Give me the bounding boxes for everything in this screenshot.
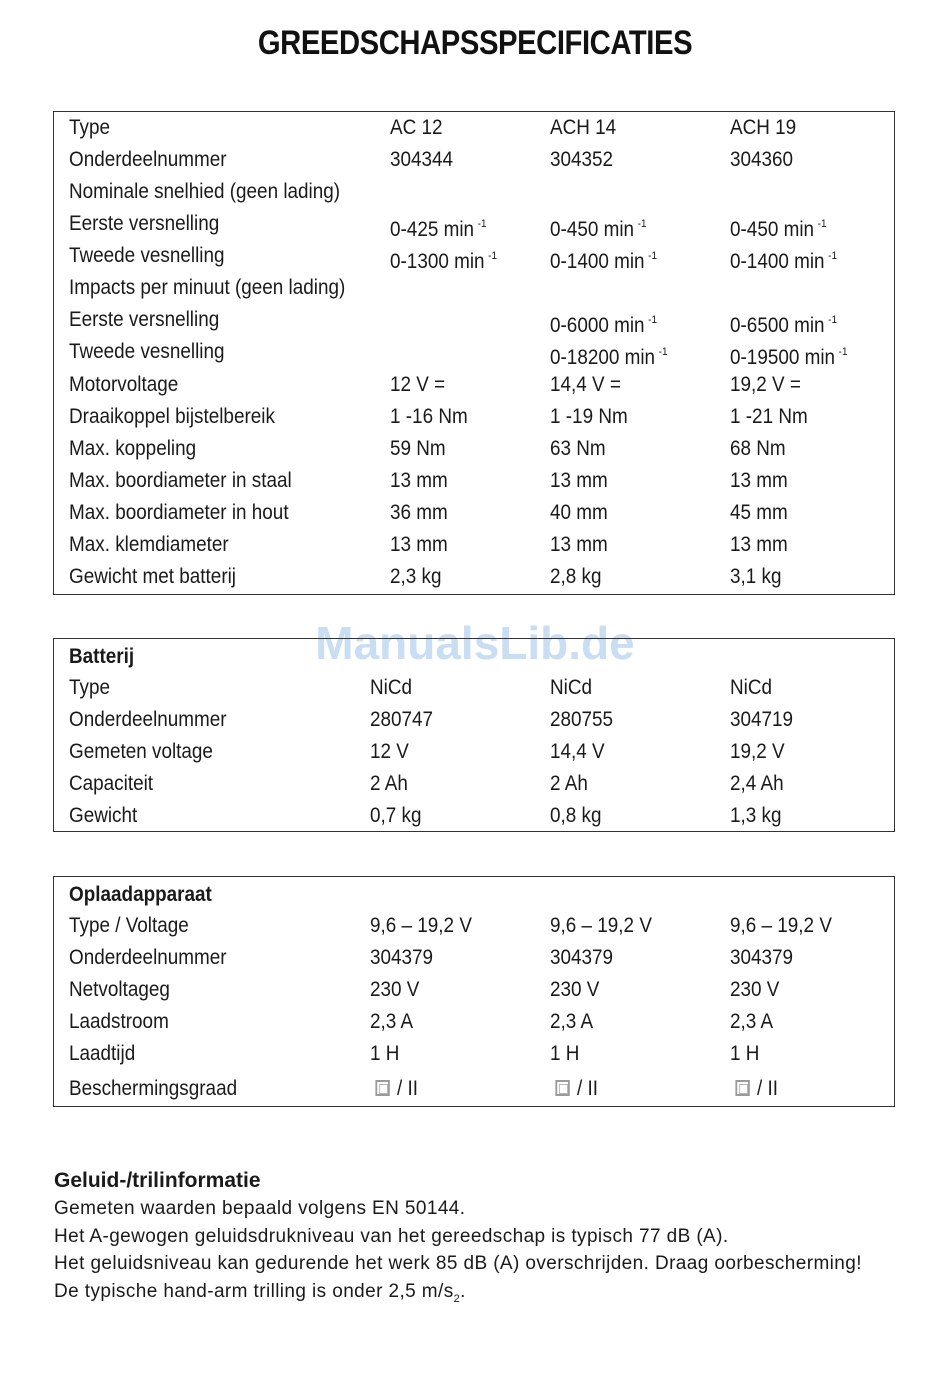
spec-value: 36 mm [390, 501, 448, 524]
spec-value: 304379 [730, 946, 794, 969]
table-row [54, 1038, 894, 1070]
table-row [54, 497, 894, 529]
table-row [54, 369, 894, 401]
spec-value: 2,3 A [550, 1010, 594, 1033]
table-row [54, 240, 894, 272]
spec-value: 0-450 min $^{-1}$ [550, 218, 647, 241]
spec-value: 13 mm [730, 533, 788, 556]
spec-label: Impacts per minuut (geen lading) [69, 276, 346, 299]
spec-value: 12 V = [390, 373, 446, 396]
table-row [54, 800, 894, 832]
spec-value: / II [550, 1073, 598, 1105]
spec-label: Onderdeelnummer [69, 148, 227, 171]
spec-value: 230 V [370, 978, 420, 1001]
table-row [54, 529, 894, 561]
spec-value: 40 mm [550, 501, 608, 524]
spec-label: Onderdeelnummer [69, 946, 227, 969]
spec-value: 3,1 kg [730, 565, 782, 588]
spec-value: 0-6000 min $^{-1}$ [550, 314, 657, 337]
spec-value: 9,6 – 19,2 V [550, 914, 652, 937]
page-title: GREEDSCHAPSSPECIFICATIES [257, 24, 693, 62]
spec-value: 14,4 V = [550, 373, 621, 396]
superscript: -1 [828, 314, 837, 326]
spec-value: NiCd [550, 676, 593, 699]
spec-value: / II [370, 1073, 418, 1105]
spec-value: 0-450 min $^{-1}$ [730, 218, 827, 241]
spec-value: 0-1400 min $^{-1}$ [550, 250, 657, 273]
spec-value: 0-19500 min $^{-1}$ [730, 346, 848, 369]
spec-label: Tweede vesnelling [69, 340, 225, 363]
model-ac12: AC 12 [390, 116, 443, 139]
table-row [54, 401, 894, 433]
spec-label: Nominale snelhied (geen lading) [69, 180, 341, 203]
spec-label: Onderdeelnummer [69, 708, 227, 731]
spec-value: 13 mm [390, 469, 448, 492]
superscript: -1 [648, 314, 657, 326]
table-row [54, 208, 894, 240]
table-row [54, 768, 894, 800]
spec-value: 230 V [550, 978, 600, 1001]
table-row [54, 433, 894, 465]
spec-label: Capaciteit [69, 772, 154, 795]
spec-label: Eerste versnelling [69, 212, 220, 235]
table-row [54, 561, 894, 593]
spec-label: Max. koppeling [69, 437, 197, 460]
spec-label: Gemeten voltage [69, 740, 213, 763]
superscript: -1 [838, 346, 848, 358]
spec-label: Motorvoltage [69, 373, 179, 396]
spec-label: Tweede vesnelling [69, 244, 225, 267]
table-row [54, 465, 894, 497]
table-heading-row [54, 641, 894, 673]
spec-value: 9,6 – 19,2 V [730, 914, 832, 937]
spec-value: / II [730, 1073, 778, 1105]
info-line: Gemeten waarden bepaald volgens EN 50144. [54, 1198, 466, 1219]
spec-value: NiCd [370, 676, 413, 699]
spec-value: 1 -16 Nm [390, 405, 468, 428]
spec-value: 230 V [730, 978, 780, 1001]
spec-label: Type [69, 116, 110, 139]
spec-value: 68 Nm [730, 437, 786, 460]
table-row [54, 974, 894, 1006]
spec-value: 304360 [730, 148, 794, 171]
spec-value: 0,8 kg [550, 804, 602, 827]
spec-value: 19,2 V [730, 740, 785, 763]
spec-value: 1 -21 Nm [730, 405, 808, 428]
table-row [54, 1073, 894, 1105]
spec-value: 0,7 kg [370, 804, 422, 827]
spec-label: Max. boordiameter in hout [69, 501, 289, 524]
spec-value: 0-1300 min $^{-1}$ [390, 250, 497, 273]
table-row [54, 1006, 894, 1038]
superscript: -1 [477, 218, 487, 230]
spec-value: 280747 [370, 708, 434, 731]
table-row [54, 704, 894, 736]
spec-value: 13 mm [730, 469, 788, 492]
spec-label: Type / Voltage [69, 914, 189, 937]
table-row [54, 910, 894, 942]
table-row [54, 304, 894, 336]
superscript: -1 [658, 346, 668, 358]
table-row [54, 144, 894, 176]
info-line: Het A-gewogen geluidsdrukniveau van het gereedschap is typisch 77 dB (A). [54, 1225, 729, 1247]
spec-label: Gewicht met batterij [69, 565, 237, 588]
spec-value: 304379 [550, 946, 614, 969]
spec-value: 1,3 kg [730, 804, 782, 827]
spec-value: 0-6500 min $^{-1}$ [730, 314, 837, 337]
spec-value: NiCd [730, 676, 773, 699]
spec-value: 13 mm [550, 533, 608, 556]
spec-value: 63 Nm [550, 437, 606, 460]
spec-value: 280755 [550, 708, 614, 731]
spec-value: 2,8 kg [550, 565, 602, 588]
spec-value: 1 -19 Nm [550, 405, 628, 428]
double-insulation-icon [735, 1080, 749, 1096]
spec-label: Gewicht [69, 804, 138, 827]
battery-table [53, 638, 895, 832]
spec-value: 13 mm [390, 533, 448, 556]
spec-label: Eerste versnelling [69, 308, 220, 331]
table-row [54, 176, 894, 208]
superscript: -1 [828, 250, 837, 262]
table-row [54, 336, 894, 368]
superscript: -1 [648, 250, 657, 262]
table-row [54, 112, 894, 144]
spec-value: 0-425 min $^{-1}$ [390, 218, 487, 241]
table-heading-row [54, 879, 894, 911]
spec-label: Laadstroom [69, 1010, 169, 1033]
table-row [54, 736, 894, 768]
spec-value: 0-18200 min $^{-1}$ [550, 346, 668, 369]
spec-value: 1 H [730, 1042, 760, 1065]
spec-value: 45 mm [730, 501, 788, 524]
spec-value: 304352 [550, 148, 614, 171]
spec-value: 0-1400 min $^{-1}$ [730, 250, 837, 273]
superscript: -1 [637, 218, 647, 230]
charger-table [53, 876, 895, 1107]
spec-label: Draaikoppel bijstelbereik [69, 405, 275, 428]
superscript: -1 [817, 218, 827, 230]
noise-vibration-info [54, 1167, 934, 1305]
info-line: De typische hand-arm trilling is onder 2,5 $m/s_2$. [54, 1280, 466, 1305]
spec-label: Type [69, 676, 110, 699]
double-insulation-icon [555, 1080, 569, 1096]
spec-value: 59 Nm [390, 437, 446, 460]
spec-value: 304379 [370, 946, 434, 969]
spec-value: 12 V [370, 740, 409, 763]
spec-label: Beschermingsgraad [69, 1077, 238, 1100]
spec-value: 2,3 kg [390, 565, 442, 588]
spec-value: 13 mm [550, 469, 608, 492]
spec-value: 1 H [370, 1042, 400, 1065]
model-ach14: ACH 14 [550, 116, 617, 139]
spec-value: 304719 [730, 708, 794, 731]
model-ach19: ACH 19 [730, 116, 797, 139]
spec-value: 2,4 Ah [730, 772, 784, 795]
spec-value: 14,4 V [550, 740, 605, 763]
table-row [54, 272, 894, 304]
spec-value: 1 H [550, 1042, 580, 1065]
table-row [54, 942, 894, 974]
spec-label: Laadtijd [69, 1042, 136, 1065]
double-insulation-icon [375, 1080, 389, 1096]
info-line: Het geluidsniveau kan gedurende het werk 85 dB (A) overschrijden. Draag oorbescherming! [54, 1253, 862, 1274]
section-heading: Geluid-/trilinformatie [54, 1169, 261, 1192]
watermark: ManualsLib.de [315, 617, 635, 669]
superscript: -1 [488, 250, 497, 262]
spec-value: 2,3 A [730, 1010, 774, 1033]
spec-value: 2 Ah [550, 772, 588, 795]
spec-value: 9,6 – 19,2 V [370, 914, 472, 937]
spec-value: 304344 [390, 148, 454, 171]
spec-label: Max. klemdiameter [69, 533, 229, 556]
spec-label: Netvoltageg [69, 978, 170, 1001]
spec-value: 19,2 V = [730, 373, 801, 396]
spec-value: 2 Ah [370, 772, 408, 795]
spec-label: Max. boordiameter in staal [69, 469, 292, 492]
table-row [54, 672, 894, 704]
section-heading: Batterij [69, 645, 135, 668]
spec-value: 2,3 A [370, 1010, 414, 1033]
tool-specs-table [53, 111, 895, 595]
section-heading: Oplaadapparaat [69, 883, 212, 906]
